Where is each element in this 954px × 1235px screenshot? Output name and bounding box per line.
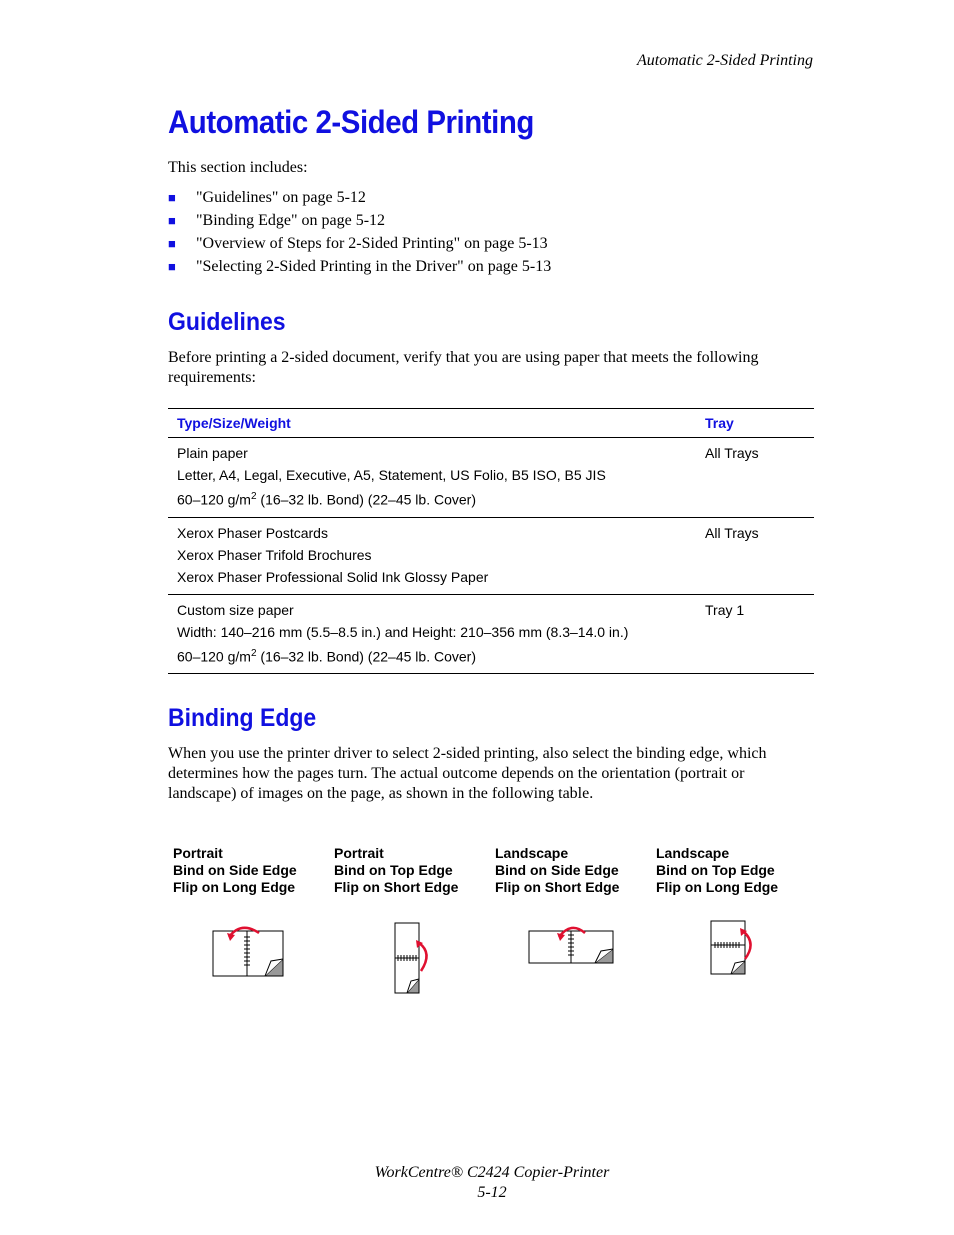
column-header-tray: Tray — [696, 409, 814, 438]
cell-line-weight — [177, 486, 687, 511]
orientation-label: Landscape — [656, 845, 730, 861]
table-row — [168, 594, 814, 674]
orientation-label: Landscape — [495, 845, 569, 861]
column-header-type: Type/Size/Weight — [168, 409, 696, 438]
portrait-side-binding-icon — [211, 923, 285, 979]
flip-label: Flip on Short Edge — [495, 879, 620, 895]
flip-label: Flip on Long Edge — [173, 879, 296, 895]
requirements-table — [168, 408, 814, 674]
orientation-label: Portrait — [173, 845, 223, 861]
toc-item[interactable] — [168, 209, 814, 232]
table-cell-tray: All Trays — [696, 438, 814, 518]
table-cell-tray: Tray 1 — [696, 594, 814, 674]
landscape-top-binding-icon — [707, 919, 757, 977]
toc-item-text[interactable]: "Binding Edge" on page 5-12 — [196, 212, 386, 229]
content — [168, 100, 814, 804]
superscript: 2 — [250, 647, 257, 659]
table-cell-type — [168, 438, 696, 518]
bind-label: Bind on Side Edge — [173, 862, 297, 878]
square-bullet-icon: ■ — [168, 259, 176, 274]
orientation-label: Portrait — [334, 845, 384, 861]
binding-option-portrait-side — [173, 845, 333, 896]
binding-heading: Binding Edge — [168, 704, 317, 733]
cell-line: Xerox Phaser Professional Solid Ink Glossy Paper — [177, 568, 489, 585]
flip-label: Flip on Long Edge — [656, 879, 779, 895]
cell-line: Custom size paper — [177, 601, 294, 618]
cell-line: Width: 140–216 mm (5.5–8.5 in.) and Height: 210–356 mm (8.3–14.0 in.) — [177, 623, 629, 640]
table-cell-type — [168, 517, 696, 594]
cell-line: Xerox Phaser Trifold Brochures — [177, 546, 372, 563]
binding-option-landscape-side — [495, 845, 655, 896]
page-title: Automatic 2-Sided Printing — [168, 104, 534, 140]
square-bullet-icon: ■ — [168, 213, 176, 228]
landscape-side-binding-icon — [527, 923, 617, 967]
bind-label: Bind on Top Edge — [656, 862, 775, 878]
toc-item[interactable] — [168, 186, 814, 209]
cell-line-weight — [177, 643, 687, 668]
cell-line: Letter, A4, Legal, Executive, A5, Statement, US Folio, B5 ISO, B5 JIS — [177, 467, 606, 483]
portrait-top-binding-icon — [391, 921, 435, 995]
table-row — [168, 438, 814, 518]
page-footer — [0, 1163, 954, 1203]
binding-option-portrait-top — [334, 845, 494, 896]
intro-text: This section includes: — [168, 159, 308, 176]
binding-text: When you use the printer driver to select 2-sided printing, also select the binding edge, which determines how the pages turn. The actual outcome depends on the orientation (portrait or landscape) of images on the page, as shown in the following table. — [168, 745, 767, 803]
binding-edge-grid — [173, 845, 823, 1005]
binding-option-landscape-top — [656, 845, 816, 896]
footer-page-number: 5-12 — [477, 1184, 507, 1201]
table-row — [168, 517, 814, 594]
weight-text: (16–32 lb. Bond) (22–45 lb. Cover) — [256, 491, 476, 508]
flip-label: Flip on Short Edge — [334, 879, 459, 895]
weight-text: 60–120 g/m — [177, 648, 251, 665]
toc-item-text[interactable]: "Selecting 2-Sided Printing in the Driver" on page 5-13 — [196, 258, 552, 275]
superscript: 2 — [250, 491, 257, 502]
table-header-row — [168, 409, 814, 438]
cell-line: Xerox Phaser Postcards — [177, 524, 328, 541]
running-head: Automatic 2-Sided Printing — [637, 52, 813, 69]
table-cell-type — [168, 594, 696, 674]
guidelines-text: Before printing a 2-sided document, verify that you are using paper that meets the following requirements: — [168, 349, 759, 386]
toc-item-text[interactable]: "Overview of Steps for 2-Sided Printing" on page 5-13 — [196, 235, 548, 252]
square-bullet-icon: ■ — [168, 190, 176, 205]
cell-line: Plain paper — [177, 445, 248, 461]
bind-label: Bind on Side Edge — [495, 862, 619, 878]
footer-product: WorkCentre® C2424 Copier-Printer — [374, 1164, 610, 1181]
toc-item[interactable] — [168, 232, 814, 255]
weight-text: 60–120 g/m — [177, 491, 251, 508]
toc-list — [168, 186, 814, 278]
bind-label: Bind on Top Edge — [334, 862, 453, 878]
weight-text: (16–32 lb. Bond) (22–45 lb. Cover) — [256, 648, 476, 665]
guidelines-heading: Guidelines — [168, 308, 286, 336]
toc-item[interactable] — [168, 255, 814, 278]
table-cell-tray: All Trays — [696, 517, 814, 594]
toc-item-text[interactable]: "Guidelines" on page 5-12 — [196, 189, 366, 206]
square-bullet-icon: ■ — [168, 236, 176, 251]
